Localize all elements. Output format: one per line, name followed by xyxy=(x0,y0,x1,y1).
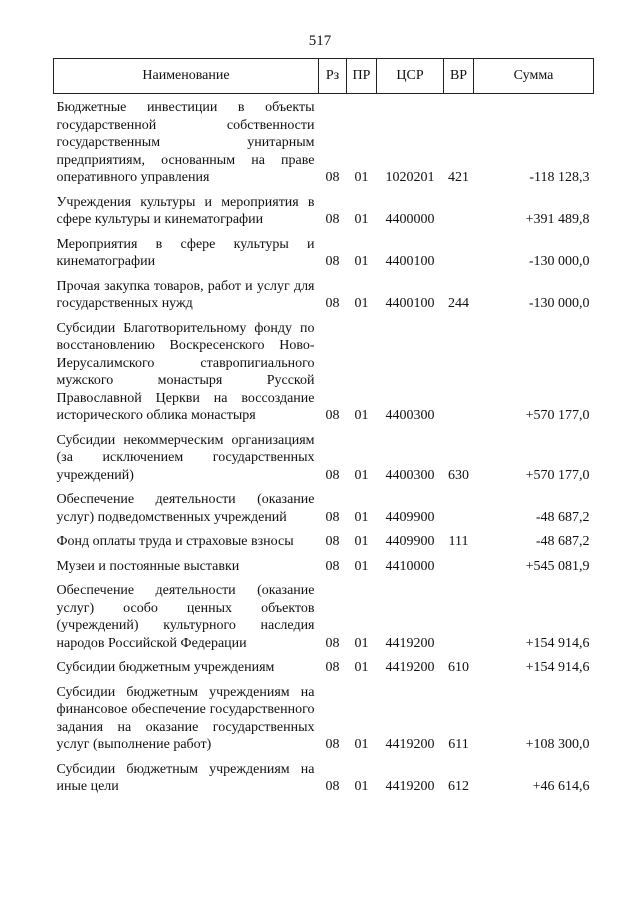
cell-sum: +570 177,0 xyxy=(525,408,590,423)
cell-pr: 01 xyxy=(354,558,369,574)
header-sum: Сумма xyxy=(474,59,594,94)
cell-name: Музеи и постоянные выставки xyxy=(56,558,240,574)
cell-csr: 4400300 xyxy=(385,467,435,483)
cell-pr: 01 xyxy=(354,254,369,269)
cell-name: Субсидии бюджетным учреждениям на иные цели xyxy=(56,761,315,794)
cell-vr: 111 xyxy=(448,534,469,549)
cell-csr: 4409900 xyxy=(385,534,435,549)
cell-vr xyxy=(444,229,474,271)
cell-sum: +570 177,0 xyxy=(525,467,590,483)
table-header xyxy=(54,59,594,94)
cell-pr: 01 xyxy=(354,467,369,483)
cell-name: Обеспечение деятельности (оказание услуг) подведомственных учреждений xyxy=(56,492,315,525)
cell-csr: 4419200 xyxy=(385,779,435,794)
cell-vr xyxy=(444,575,474,652)
cell-csr: 4419200 xyxy=(385,635,435,651)
cell-pr: 01 xyxy=(354,779,369,794)
cell-pr: 01 xyxy=(354,509,369,525)
table-row xyxy=(54,229,594,271)
cell-vr xyxy=(444,187,474,229)
cell-vr xyxy=(444,551,474,576)
cell-csr: 4400100 xyxy=(385,254,435,269)
table-row xyxy=(54,754,594,796)
cell-vr: 421 xyxy=(448,170,469,185)
cell-csr: 4409900 xyxy=(385,509,435,525)
cell-csr: 1020201 xyxy=(385,170,435,185)
cell-vr: 244 xyxy=(448,296,469,311)
cell-rz: 08 xyxy=(325,779,340,794)
table-row xyxy=(54,94,594,187)
cell-name: Субсидии Благотворительному фонду по восстановлению Воскресенского Ново-Иерусалимского ставропигиального мужского монастыря Русской Православной Церкви на воссоздание исторического облика монастыря xyxy=(56,320,315,423)
cell-sum: -130 000,0 xyxy=(528,296,590,311)
page-number: 517 xyxy=(308,33,332,49)
cell-pr: 01 xyxy=(354,212,369,227)
cell-rz: 08 xyxy=(325,660,340,675)
cell-csr: 4419200 xyxy=(385,737,435,752)
cell-sum: +46 614,6 xyxy=(532,779,590,794)
budget-table xyxy=(53,58,594,796)
cell-sum: +154 914,6 xyxy=(525,660,590,675)
table-body xyxy=(54,94,594,796)
cell-csr: 4400100 xyxy=(385,296,435,311)
cell-rz: 08 xyxy=(325,635,340,651)
cell-sum: +391 489,8 xyxy=(525,212,590,227)
table-row xyxy=(54,551,594,576)
cell-pr: 01 xyxy=(354,660,369,675)
cell-rz: 08 xyxy=(325,212,340,227)
cell-name: Субсидии бюджетным учреждениям xyxy=(56,660,275,675)
table-row xyxy=(54,425,594,485)
cell-rz: 08 xyxy=(325,170,340,185)
cell-rz: 08 xyxy=(325,254,340,269)
cell-sum: +154 914,6 xyxy=(525,635,590,651)
cell-name: Субсидии бюджетным учреждениям на финансовое обеспечение государственного задания на оказание государственных услуг (выполнение работ) xyxy=(56,684,315,752)
cell-sum: -48 687,2 xyxy=(535,509,590,525)
header-pr: ПР xyxy=(347,59,377,94)
cell-pr: 01 xyxy=(354,170,369,185)
table-row xyxy=(54,271,594,313)
cell-pr: 01 xyxy=(354,408,369,423)
cell-sum: -130 000,0 xyxy=(528,254,590,269)
cell-name: Учреждения культуры и мероприятия в сфере культуры и кинематографии xyxy=(56,194,315,227)
cell-vr: 630 xyxy=(448,467,469,483)
table-row xyxy=(54,187,594,229)
cell-vr: 610 xyxy=(448,660,469,675)
table-row xyxy=(54,313,594,425)
header-csr: ЦСР xyxy=(377,59,444,94)
cell-rz: 08 xyxy=(325,534,340,549)
cell-name: Фонд оплаты труда и страховые взносы xyxy=(56,534,294,549)
table-row xyxy=(54,652,594,677)
table-row xyxy=(54,575,594,652)
cell-rz: 08 xyxy=(325,737,340,752)
cell-pr: 01 xyxy=(354,737,369,752)
cell-vr: 611 xyxy=(448,737,469,752)
cell-rz: 08 xyxy=(325,558,340,574)
table-row xyxy=(54,484,594,526)
cell-pr: 01 xyxy=(354,296,369,311)
cell-csr: 4419200 xyxy=(385,660,435,675)
cell-name: Обеспечение деятельности (оказание услуг) особо ценных объектов (учреждений) культурного наследия народов Российской Федерации xyxy=(56,583,315,651)
cell-name: Бюджетные инвестиции в объекты государственной собственности государственным унитарным предприятиям, основанным на праве оперативного управления xyxy=(56,100,315,185)
header-name: Наименование xyxy=(54,59,319,94)
cell-vr: 612 xyxy=(448,779,469,794)
cell-vr xyxy=(444,313,474,425)
header-rz: Рз xyxy=(319,59,347,94)
cell-sum: -48 687,2 xyxy=(535,534,590,549)
cell-rz: 08 xyxy=(325,296,340,311)
cell-pr: 01 xyxy=(354,635,369,651)
cell-rz: 08 xyxy=(325,467,340,483)
cell-sum: +545 081,9 xyxy=(525,558,590,574)
cell-name: Прочая закупка товаров, работ и услуг для государственных нужд xyxy=(56,278,315,311)
table-row xyxy=(54,677,594,754)
cell-csr: 4400000 xyxy=(385,212,435,227)
cell-rz: 08 xyxy=(325,509,340,525)
cell-pr: 01 xyxy=(354,534,369,549)
header-vr: ВР xyxy=(444,59,474,94)
cell-name: Субсидии некоммерческим организациям (за исключением государственных учреждений) xyxy=(56,432,315,483)
cell-name: Мероприятия в сфере культуры и кинематографии xyxy=(56,236,315,269)
cell-rz: 08 xyxy=(325,408,340,423)
cell-sum: +108 300,0 xyxy=(525,737,590,752)
cell-vr xyxy=(444,484,474,526)
table-row xyxy=(54,526,594,551)
cell-csr: 4410000 xyxy=(385,558,435,574)
cell-sum: -118 128,3 xyxy=(529,170,590,185)
cell-csr: 4400300 xyxy=(385,408,435,423)
